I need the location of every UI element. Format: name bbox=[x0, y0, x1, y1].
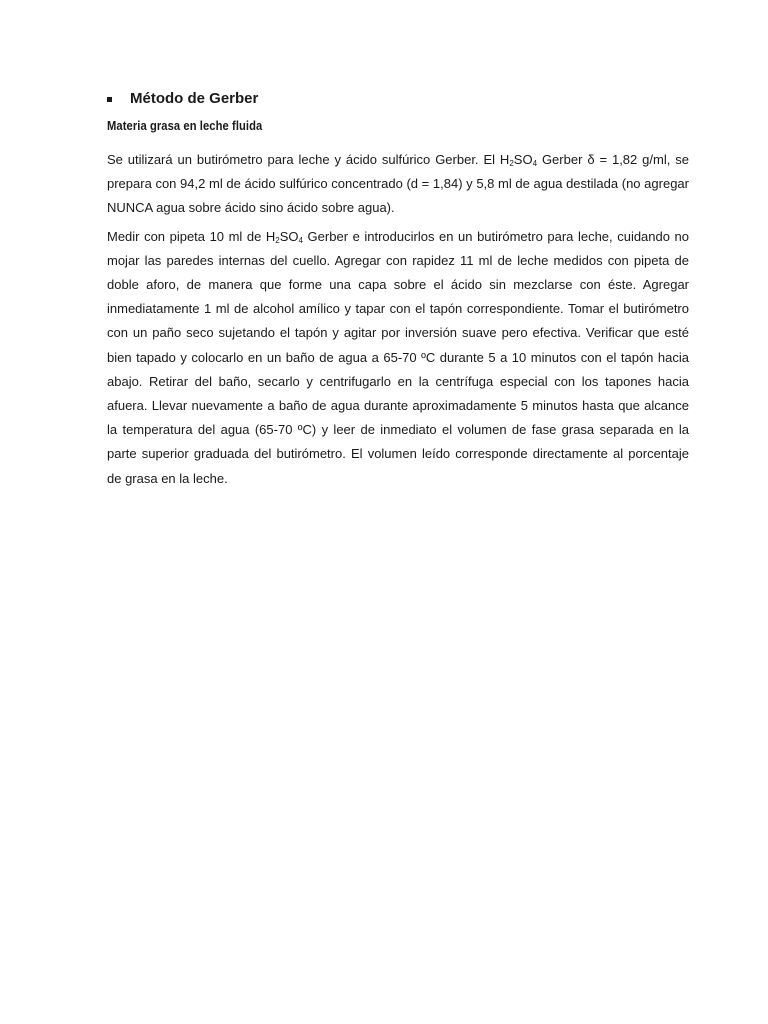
paragraph-text: Gerber δ = 1,82 g/ml, se prepara con 94,2 ml de ácido sulfúrico concentrado (d = 1,84) y 5,8 ml de agua destilada (no agregar NUNCA agua sobre ácido sino ácido sobre agua). bbox=[107, 152, 689, 216]
paragraph-text: SO bbox=[513, 152, 533, 167]
section-heading bbox=[107, 88, 689, 110]
section-title: Método de Gerber bbox=[130, 90, 259, 107]
paragraph-text: SO bbox=[279, 228, 299, 244]
subscript: 4 bbox=[532, 159, 538, 168]
paragraph-text: Medir con pipeta 10 ml de H bbox=[107, 228, 276, 244]
paragraph-procedure bbox=[107, 225, 689, 491]
section-subtitle: Materia grasa en leche fluida bbox=[107, 118, 263, 133]
subscript: 2 bbox=[275, 235, 280, 245]
document-page bbox=[107, 88, 689, 491]
paragraph-text: Gerber e introducirlos en un butirómetro para leche, cuidando no mojar las paredes internas del cuello. Agregar con rapidez 11 ml de leche medidos con pipeta de doble aforo, de manera que forme una capa sobre el ácido sin mezclarse con éste. Agregar inmediatamente 1 ml de alcohol amílico y tapar con el tapón correspondiente. Tomar el butirómetro con un paño seco sujetando el tapón y agitar por inversión suave pero efectiva. Verificar que esté bien tapado y colocarlo en un baño de agua a 65-70 ºC durante 5 a 10 minutos con el tapón hacia abajo. Retirar del baño, secarlo y centrifugarlo en la centrífuga especial con los tapones hacia afuera. Llevar nuevamente a baño de agua durante aproximadamente 5 minutos hasta que alcance la temperatura del agua (65-70 ºC) y leer de inmediato el volumen de fase grasa separada en la parte superior graduada del butirómetro. El volumen leído corresponde directamente al porcentaje de grasa en la leche. bbox=[107, 228, 690, 486]
subscript: 4 bbox=[298, 235, 303, 245]
paragraph-preparation bbox=[107, 148, 689, 221]
subscript: 2 bbox=[509, 159, 514, 168]
square-bullet-icon bbox=[107, 97, 112, 102]
paragraph-text: Se utilizará un butirómetro para leche y ácido sulfúrico Gerber. El H bbox=[107, 152, 510, 167]
